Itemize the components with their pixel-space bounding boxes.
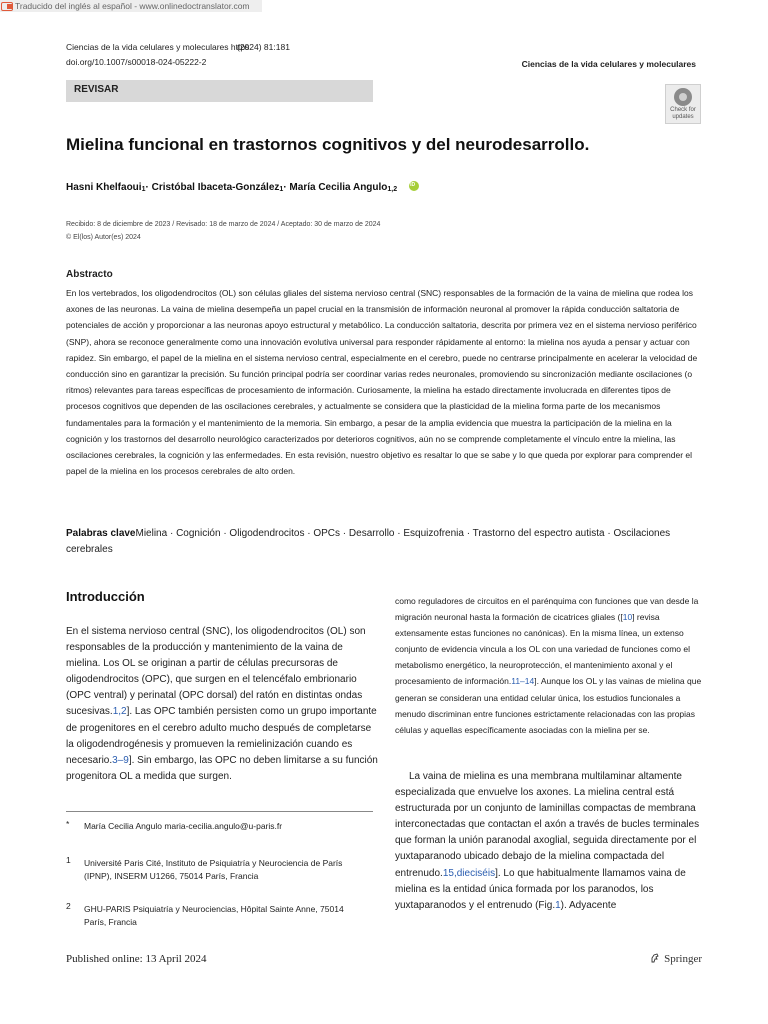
intro-heading: Introducción xyxy=(66,589,145,604)
citation-link[interactable]: 3–9 xyxy=(112,754,129,766)
article-title: Mielina funcional en trastornos cognitivos y del neurodesarrollo. xyxy=(66,135,590,154)
citation: Ciencias de la vida celulares y moleculares https xyxy=(66,42,250,52)
figure-link[interactable]: 1 xyxy=(555,899,561,911)
intro-paragraph xyxy=(66,624,378,785)
body-text: La vaina de mielina es una membrana multilaminar altamente especializada que envuelve los axones. La mielina central está estructurada por un conjunto de laminillas compactas de membrana interconectadas que contactan el axón a través de bucles terminales que forman la unión paranodal axoglial, seguida directamente por el yuxtaparanodo ubicado debajo de la mielina compactada del entrenudo. xyxy=(395,771,700,879)
citation-link[interactable]: 15,dieciséis xyxy=(442,867,496,879)
body-text: como reguladores de circuitos en el parénquima con funciones que van desde la migración neuronal hasta la formación de cicatrices gliales ([ xyxy=(395,596,699,623)
abstract-heading: Abstracto xyxy=(66,269,113,280)
check-updates-icon xyxy=(674,88,692,106)
citation-pages: (2024) 81:181 xyxy=(237,42,290,52)
right-column-paragraph xyxy=(395,593,705,738)
author-separator: · xyxy=(283,182,290,193)
springer-horse-icon xyxy=(650,953,660,963)
check-updates-label: Check for updates xyxy=(670,107,696,120)
article-dates: Recibido: 8 de diciembre de 2023 / Revisado: 18 de marzo de 2024 / Aceptado: 30 de marzo de 2024 xyxy=(66,221,381,228)
author-name[interactable]: María Cecilia Angulo xyxy=(289,182,388,193)
keywords-label: Palabras clave xyxy=(66,528,136,539)
author-affiliation-mark: 1 xyxy=(279,186,284,193)
keywords xyxy=(66,526,706,558)
keywords-list: Mielina · Cognición · Oligodendrocitos · OPCs · Desarrollo · Esquizofrenia · Trastorno del espectro autista · Oscilaciones cerebrales xyxy=(66,528,671,555)
footnote-mark: 2 xyxy=(66,901,71,911)
author-list xyxy=(66,181,419,193)
affiliation-footnote: GHU-PARIS Psiquiatría y Neurociencias, Hôpital Sainte Anne, 75014 París, Francia xyxy=(84,904,344,927)
abstract-text: En los vertebrados, los oligodendrocitos (OL) son células gliales del sistema nervioso central (SNC) responsables de la formación de la vaina de mielina que rodea los axones de las neuronas. La vaina de mielina desempeña un papel crucial en la transmisión de información neuronal al promover la rápida conducción saltatoria de potenciales de acción y proporcionar a las neuronas apoyo estructural y metabólico. La conducción saltatoria, descrita por primera vez en el sistema nervioso periférico (SNP), ahora se reconoce generalmente como una innovación evolutiva universal para responder rápidamente al entorno: la mielina nos ayuda a pensar y actuar con rapidez. Sin embargo, el papel de la mielina en el sistema nervioso central, especialmente en el cerebro, puede no centrarse principalmente en acelerar la velocidad de conducción sino en garantizar la precisión. Su función principal podría ser coordinar varias redes neuronales, promoviendo su sincronización mediante oscilaciones (o ritmos) relevantes para tareas específicas de procesamiento de información. Curiosamente, la mielina ha estado directamente involucrada en diferentes tipos de procesos cognitivos que dependen de las oscilaciones cerebrales, y actualmente se considera que la plasticidad de la mielina forma parte de los mecanismos fundamentales para la formación y el mantenimiento de la memoria. Sin embargo, a pesar de la amplia evidencia que muestra la participación de la mielina en la cognición y los trastornos del desarrollo neurológico caracterizados por deterioros cognitivos, aún no se comprende completamente el vínculo entre la mielina, las oscilaciones cerebrales, la cognición y las enfermedades. En esta revisión, nuestro objetivo es resaltar lo que se sabe y lo que queda por explorar para comprender el papel de la mielina en los procesos cerebrales de alto orden. xyxy=(66,288,698,477)
body-text: ]. Lo que habitualmente llamamos vaina de mielina es la entidad única formada por los paranodos, los yuxtaparanodos y el entrenudo (Fig. xyxy=(395,867,686,911)
check-for-updates-button[interactable] xyxy=(665,84,701,124)
doi-link[interactable]: doi.org/10.1007/s00018-024-05222-2 xyxy=(66,57,207,67)
corresponding-author-footnote[interactable]: María Cecilia Angulo maria-cecilia.angulo@u-paris.fr xyxy=(84,821,283,831)
author-affiliation-mark: 1 xyxy=(141,186,146,193)
author-separator: · xyxy=(145,182,152,193)
article-type-banner xyxy=(66,80,373,102)
body-text: ]. Sin embargo, las OPC no deben limitarse a su función progenitora OL a medida que surgen. xyxy=(66,754,378,782)
body-text: ). Adyacente xyxy=(560,899,617,911)
translator-icon xyxy=(1,2,13,11)
body-text: ] revisa extensamente estas funciones no canónicas). En la misma línea, un extenso conjunto de evidencia vincula a los OL con una variedad de funciones como el metabolismo energético, la neuroprotección, el mantenimiento axonal y el procesamiento de información. xyxy=(395,612,691,687)
journal-name: Ciencias de la vida celulares y moleculares xyxy=(521,59,696,69)
body-text: ]. Las OPC también persisten como un grupo importante de progenitores en el cerebro adulto mucho después de completarse la oligodendrogénesis y promueven la remielinización cuando es necesario. xyxy=(66,706,377,766)
footnote-divider xyxy=(66,811,373,812)
right-column-paragraph xyxy=(395,769,705,914)
publisher-name: Springer xyxy=(664,953,702,965)
footnote-mark: * xyxy=(66,819,70,829)
citation-link[interactable]: 10 xyxy=(622,612,633,623)
citation-link[interactable]: 1,2 xyxy=(112,706,127,718)
body-text: En el sistema nervioso central (SNC), los oligodendrocitos (OL) son responsables de la producción y mantenimiento de la vaina de mielina. Los OL se originan a partir de células precursoras de oligodendrocitos (OPC), que surgen en el telencéfalo embrionario (OPC ventral) y perinatal (OPC dorsal) del ratón en distintas ondas sucesivas. xyxy=(66,626,366,718)
author-affiliation-mark: 1,2 xyxy=(387,186,398,193)
orcid-icon[interactable] xyxy=(409,181,419,191)
author-name[interactable]: Cristóbal Ibaceta-González xyxy=(151,182,280,193)
translator-bar[interactable] xyxy=(0,0,262,12)
publisher-logo xyxy=(650,953,702,965)
copyright-notice: © El(los) Autor(es) 2024 xyxy=(66,234,141,241)
author-name[interactable]: Hasni Khelfaoui xyxy=(66,182,142,193)
article-type-label: REVISAR xyxy=(74,84,119,95)
footnote-mark: 1 xyxy=(66,855,71,865)
affiliation-footnote: Université Paris Cité, Instituto de Psiquiatría y Neurociencia de París (IPNP), INSERM U1266, 75014 París, Francia xyxy=(84,858,343,881)
citation-link[interactable]: 11–14 xyxy=(511,676,535,687)
body-text: ]. Aunque los OL y las vainas de mielina que generan se consideran una entidad celular única, los estudios funcionales a menudo discriminan entre funciones estrictamente relacionadas con las propias células y aquellas específicamente asociadas con la mielina per se. xyxy=(395,676,702,735)
translator-link[interactable]: Traducido del inglés al español - www.onlinedoctranslator.com xyxy=(15,1,250,11)
published-date: Published online: 13 April 2024 xyxy=(66,953,207,965)
